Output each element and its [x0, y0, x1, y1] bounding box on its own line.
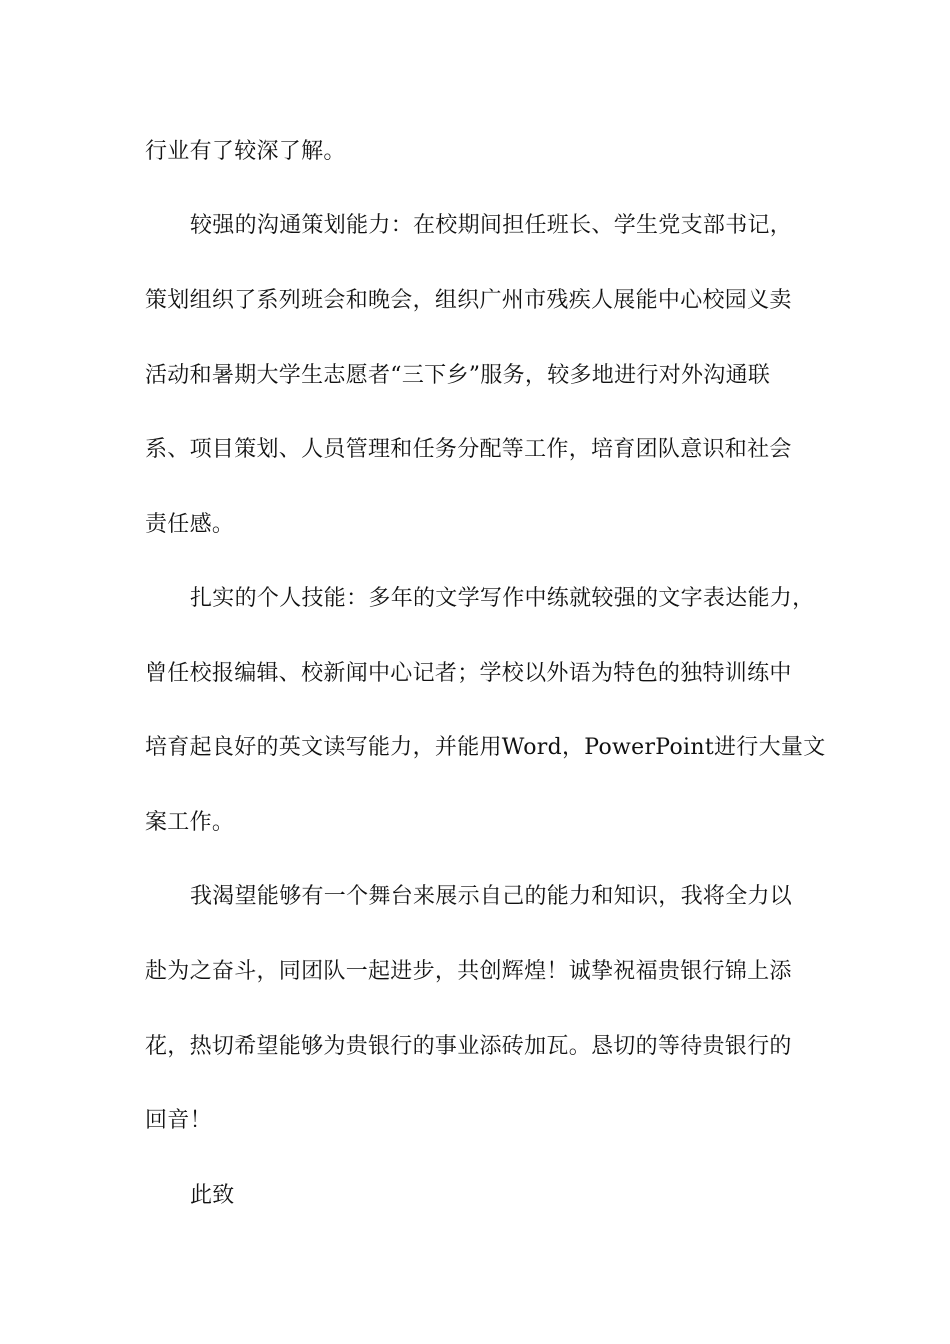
paragraph-line: 培育起良好的英文读写能力，并能用Word，PowerPoint进行大量文: [145, 735, 826, 760]
paragraph-line: 我渴望能够有一个舞台来展示自己的能力和知识，我将全力以: [190, 884, 793, 909]
paragraph-line: 回音！: [145, 1108, 212, 1133]
paragraph-line: 活动和暑期大学生志愿者“三下乡”服务，较多地进行对外沟通联: [145, 363, 771, 388]
paragraph-line: 花，热切希望能够为贵银行的事业添砖加瓦。恳切的等待贵银行的: [145, 1034, 792, 1059]
paragraph-line: 策划组织了系列班会和晚会，组织广州市残疾人展能中心校园义卖: [145, 288, 792, 313]
paragraph-line: 系、项目策划、人员管理和任务分配等工作，培育团队意识和社会: [145, 437, 792, 462]
paragraph-line: 赴为之奋斗，同团队一起进步，共创辉煌！诚挚祝福贵银行锦上添: [145, 959, 792, 984]
paragraph-line: 案工作。: [145, 810, 235, 835]
paragraph-line: 责任感。: [145, 512, 235, 537]
paragraph-line: 扎实的个人技能：多年的文学写作中练就较强的文字表达能力，: [190, 586, 815, 611]
paragraph-line: 行业有了较深了解。: [145, 139, 346, 164]
paragraph-line: 较强的沟通策划能力：在校期间担任班长、学生党支部书记，: [190, 213, 793, 238]
paragraph-line: 曾任校报编辑、校新闻中心记者；学校以外语为特色的独特训练中: [145, 661, 792, 686]
closing-salutation: 此致: [190, 1183, 235, 1208]
